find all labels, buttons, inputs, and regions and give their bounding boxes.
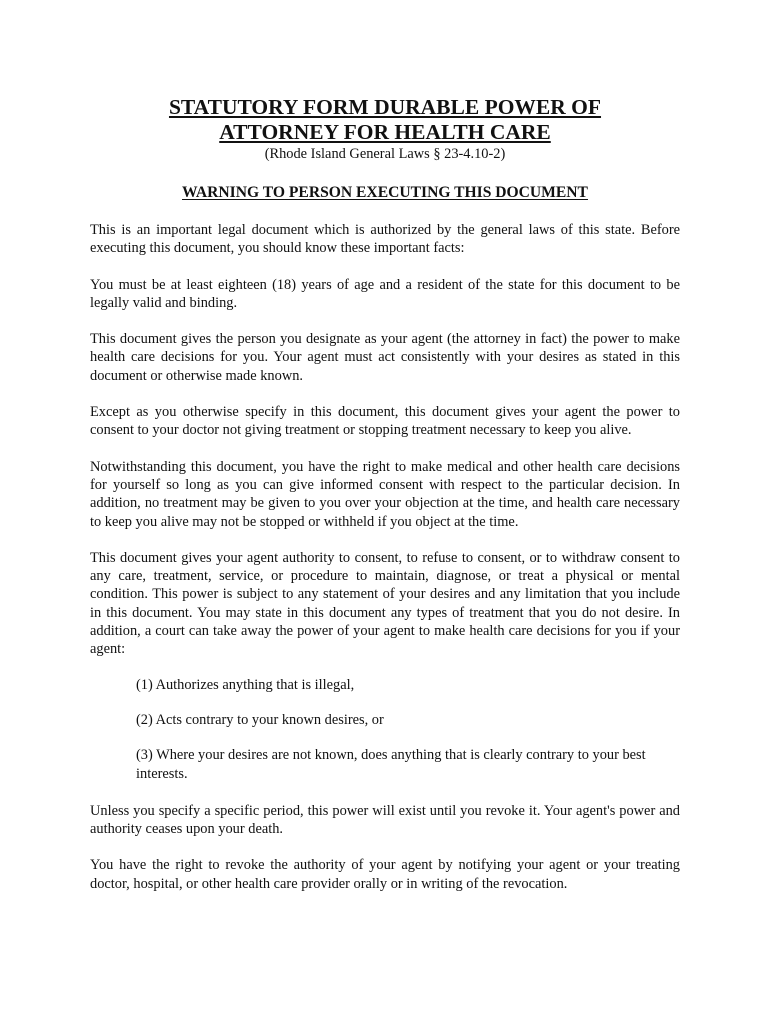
document-page — [90, 95, 680, 893]
list-item-best-interests: (3) Where your desires are not known, does anything that is clearly contrary to your best interests. — [136, 747, 646, 782]
paragraph-age-requirement: You must be at least eighteen (18) years of age and a resident of the state for this document to be legally valid and binding. — [90, 276, 680, 311]
paragraph-consent-to-stop-treatment: Except as you otherwise specify in this document, this document gives your agent the power to consent to your doctor not giving treatment or stopping treatment necessary to keep you alive. — [90, 404, 680, 439]
list-item-contrary-desires: (2) Acts contrary to your known desires, or — [136, 711, 384, 728]
paragraph-agent-power: This document gives the person you designate as your agent (the attorney in fact) the power to make health care decisions for you. Your agent must act consistently with your desires as stated in this document or otherwise made known. — [90, 331, 680, 384]
paragraph-intro: This is an important legal document which is authorized by the general laws of this state. Before executing this document, you should know these important facts: — [90, 222, 680, 257]
document-subtitle: (Rhode Island General Laws § 23-4.10-2) — [264, 146, 506, 162]
document-title-line-1: STATUTORY FORM DURABLE POWER OF — [168, 95, 602, 119]
paragraph-duration: Unless you specify a specific period, this power will exist until you revoke it. Your agent's power and authority ceases upon your death. — [90, 802, 680, 838]
paragraph-right-to-decide: Notwithstanding this document, you have the right to make medical and other health care decisions for yourself so long as you can give informed consent with respect to the particular decision. In addition, no treatment may be given to you over your objection at the time, and health care necessary to keep you alive may not be stopped or withheld if you object at the time. — [90, 458, 680, 530]
paragraph-revocation: You have the right to revoke the authority of your agent by notifying your agent or your treating doctor, hospital, or other health care provider orally or in writing of the revocation. — [90, 857, 680, 892]
document-title-line-2: ATTORNEY FOR HEALTH CARE — [219, 120, 551, 144]
list-item-illegal: (1) Authorizes anything that is illegal, — [136, 676, 355, 693]
paragraph-agent-authority: This document gives your agent authority to consent, to refuse to consent, or to withdraw consent to any care, treatment, service, or procedure to maintain, diagnose, or treat a physical or mental condition. This power is subject to any statement of your desires and any limitation that you include in this document. You may state in this document any types of treatment that you do not desire. In addition, a court can take away the power of your agent to make health care decisions for you if your agent: — [90, 549, 680, 658]
warning-heading: WARNING TO PERSON EXECUTING THIS DOCUMENT — [182, 184, 588, 201]
